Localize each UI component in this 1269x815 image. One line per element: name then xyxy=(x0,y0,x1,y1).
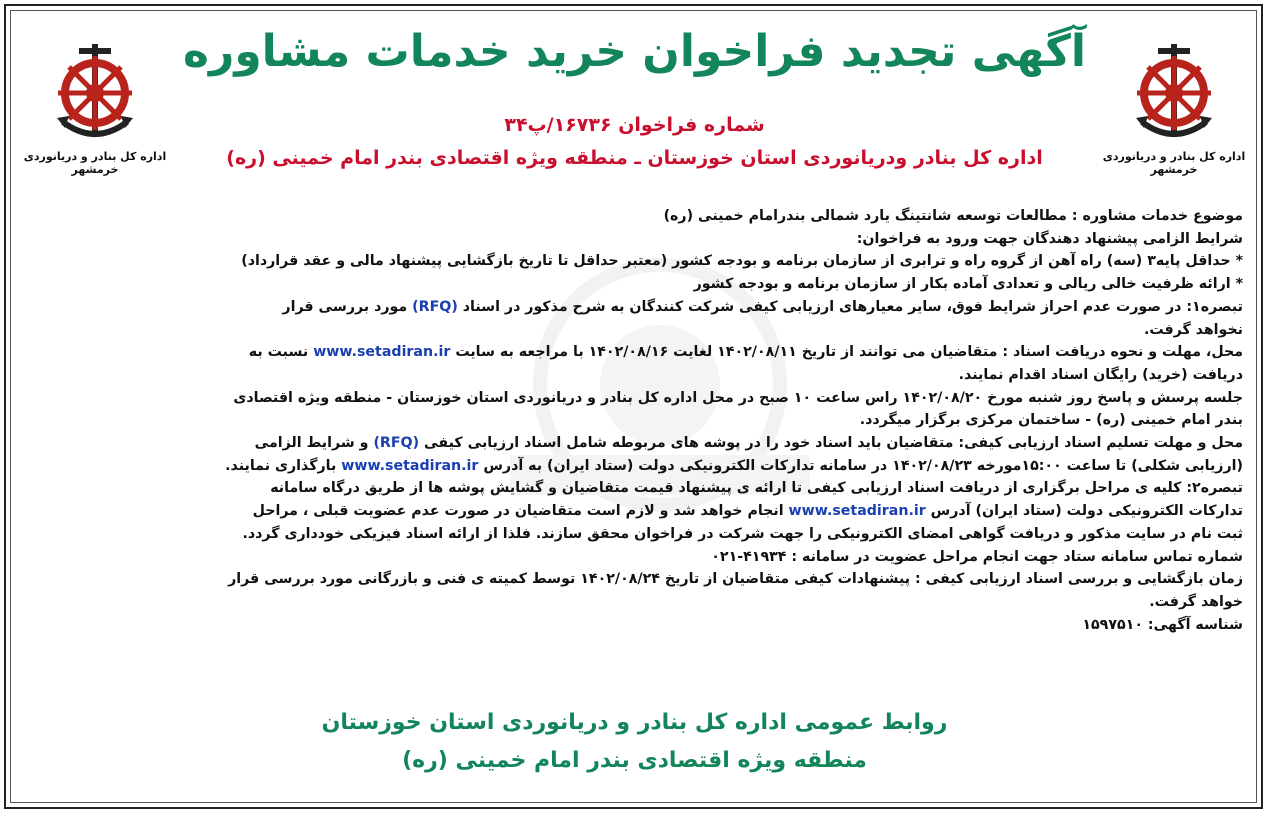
requirement-item: * حداقل پایه۳ (سه) راه آهن از گروه راه و ترابری از سازمان برنامه و بودجه کشور (معتبر حداقل تا تاریخ بازگشایی پیشنهاد مالی و عقد قرارداد) xyxy=(241,253,1243,270)
qa-session-cont: بندر امام خمینی (ره) - ساختمان مرکزی برگزار میگردد. xyxy=(859,412,1243,429)
tender-number: شماره فراخوان ۱۶۷۳۶/پ۳۴ xyxy=(504,114,765,136)
subject-line: موضوع خدمات مشاوره : مطالعات توسعه شانتینگ یارد شمالی بندرامام خمینی (ره) xyxy=(663,208,1243,224)
qa-session: جلسه پرسش و پاسخ روز شنبه مورخ ۱۴۰۲/۰۸/۲۰ راس ساعت ۱۰ صبح در محل اداره کل بنادر و دریانوردی استان خوزستان - منطقه ویژه اقتصادی xyxy=(233,389,1243,406)
ship-wheel-anchor-icon xyxy=(55,38,135,148)
rfq-label: (RFQ) xyxy=(412,298,458,315)
organization-line: اداره کل بنادر ودریانوردی استان خوزستان ـ منطقه ویژه اقتصادی بندر امام خمینی (ره) xyxy=(226,147,1043,169)
note-2-cont: تدارکات الکترونیکی دولت (ستاد ایران) آدرس www.setadiran.ir انجام خواهد شد و لازم است متقاضیان در صورت عدم عضویت قبلی ، مراحل xyxy=(252,503,1243,520)
opening-time-cont: خواهد گرفت. xyxy=(1149,593,1243,610)
announcement-id: شناسه آگهی: ۱۵۹۷۵۱۰ xyxy=(1082,616,1243,633)
requirements-heading: شرایط الزامی پیشنهاد دهندگان جهت ورود به فراخوان: xyxy=(856,230,1243,247)
note-1-cont: نخواهد گرفت. xyxy=(1143,321,1243,338)
documents-receipt-cont: دریافت (خرید) رایگان اسناد اقدام نمایند. xyxy=(958,366,1243,383)
announcement-body xyxy=(28,205,1243,636)
opening-time: زمان بازگشایی و بررسی اسناد ارزیابی کیفی : پیشنهادات کیفی متقاضیان از تاریخ ۱۴۰۲/۰۸/۲۴ توسط کمیته ی فنی و بازرگانی مورد بررسی قرار xyxy=(228,571,1243,588)
submission-deadline: محل و مهلت تسلیم اسناد ارزیابی کیفی: متقاضیان باید اسناد خود را در پوشه های مربوطه شامل اسناد ارزیابی کیفی (RFQ) و شرایط الزامی xyxy=(254,435,1243,452)
requirement-item: * ارائه ظرفیت خالی ریالی و تعدادی آماده بکار از سازمان برنامه و بودجه کشور xyxy=(693,276,1243,293)
logo-caption: اداره کل بنادر و دریانوردی خرمشهر xyxy=(1102,150,1246,176)
rfq-label: (RFQ) xyxy=(373,435,420,452)
note-1: تبصره۱: در صورت عدم احراز شرایط فوق، سایر معیارهای ارزیابی کیفی شرکت کنندگان به شرح مذکور در اسناد (RFQ) مورد بررسی قرار xyxy=(282,298,1243,315)
setadiran-link[interactable]: www.setadiran.ir xyxy=(313,344,451,361)
logo-right xyxy=(1099,38,1249,176)
logo-caption: اداره کل بنادر و دریانوردی خرمشهر xyxy=(23,150,167,176)
logo-left xyxy=(20,38,170,176)
page-title: آگهی تجدید فراخوان خرید خدمات مشاوره xyxy=(183,26,1086,77)
setadiran-link[interactable]: www.setadiran.ir xyxy=(788,503,926,520)
note-2-cont2: ثبت نام در سایت مذکور و دریافت گواهی امضای الکترونیکی را جهت شرکت در فراخوان محقق سازند. فلذا از ارائه اسناد فیزیکی خودداری گردد. xyxy=(242,525,1243,542)
note-2: تبصره۲: کلیه ی مراحل برگزاری از دریافت اسناد ارزیابی کیفی تا ارائه ی پیشنهاد قیمت متقاضیان و گشایش پوشه ها از طریق درگاه سامانه xyxy=(270,480,1243,497)
footer-economic-zone: منطقه ویژه اقتصادی بندر امام خمینی (ره) xyxy=(402,748,867,773)
ship-wheel-anchor-icon xyxy=(1134,38,1214,148)
submission-deadline-cont: (ارزیابی شکلی) تا ساعت ۱۵:۰۰مورخه ۱۴۰۲/۰۸/۲۳ در سامانه تدارکات الکترونیکی دولت (ستاد ایران) به آدرس www.setadiran.ir بارگذاری نمایند. xyxy=(225,457,1243,474)
setadiran-link[interactable]: www.setadiran.ir xyxy=(341,457,479,474)
footer-public-relations: روابط عمومی اداره کل بنادر و دریانوردی استان خوزستان xyxy=(321,710,948,735)
contact-number: شماره تماس سامانه ستاد جهت انجام مراحل عضویت در سامانه : ۴۱۹۳۴-۰۲۱ xyxy=(711,548,1243,565)
documents-receipt: محل، مهلت و نحوه دریافت اسناد : متقاضیان می توانند از تاریخ ۱۴۰۲/۰۸/۱۱ لغایت ۱۴۰۲/۰۸/۱۶ با مراجعه به سایت www.setadiran.ir نسبت به xyxy=(248,344,1243,361)
